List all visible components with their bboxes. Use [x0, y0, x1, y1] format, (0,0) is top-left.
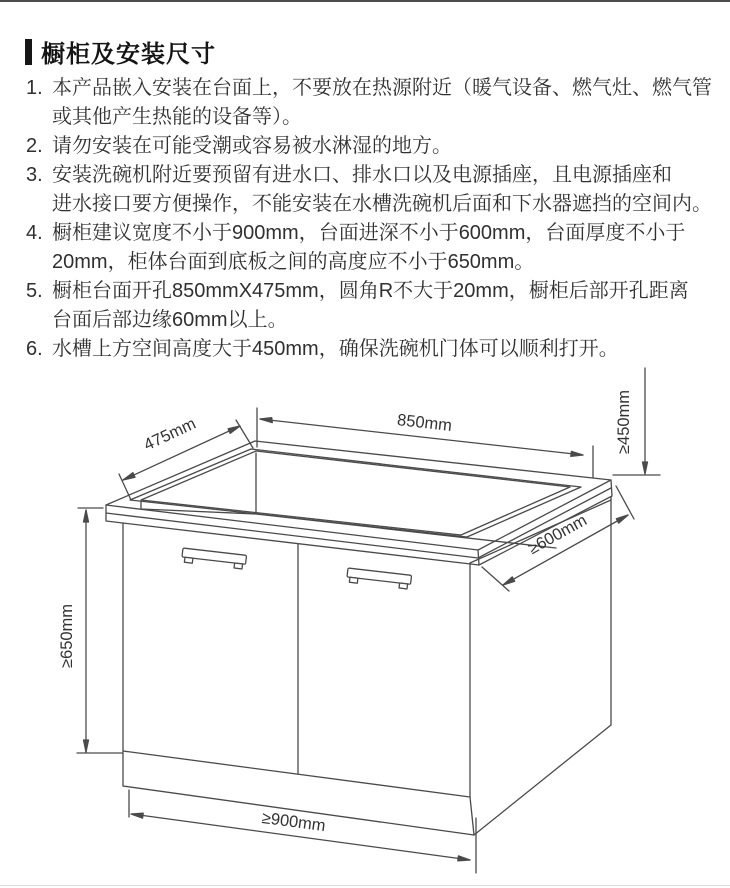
right-door-handle [346, 568, 411, 589]
instruction-list [24, 74, 724, 364]
dim-label-450: ≥450mm [615, 389, 633, 455]
dimension-850mm [257, 408, 593, 478]
list-item [24, 74, 724, 132]
dim-label-600: ≥600mm [525, 511, 590, 559]
dim-label-475: 475mm [141, 414, 199, 455]
dim-label-900: ≥900mm [260, 808, 327, 836]
cabinet-right-edge [470, 563, 474, 835]
dim-label-650: ≥650mm [58, 603, 76, 669]
list-item [24, 132, 724, 161]
list-item [24, 277, 724, 335]
item-text: 本产品嵌入安装在台面上，不要放在热源附近（暖气设备、燃气灶、燃气管 [52, 77, 712, 99]
list-item [24, 161, 724, 219]
dimension-900mm [129, 790, 476, 873]
item-text: 或其他产生热能的设备等）。 [52, 106, 302, 128]
item-text: 20mm，柜体台面到底板之间的高度应不小于650mm。 [52, 251, 535, 273]
section-header [25, 34, 216, 69]
dimension-475mm [119, 415, 253, 500]
dim-label-850: 850mm [396, 411, 453, 435]
page-title: 橱柜及安装尺寸 [41, 41, 216, 68]
door-bottom-edge [123, 751, 470, 797]
dimension-450mm [613, 368, 660, 475]
item-text: 橱柜台面开孔850mmX475mm，圆角R不大于20mm，橱柜后部开孔距离 [52, 280, 689, 302]
item-number: 2. [26, 135, 43, 157]
title-accent-bar [25, 39, 32, 65]
dimension-650mm [58, 508, 122, 753]
item-number: 1. [26, 77, 43, 99]
item-text: 安装洗碗机附近要预留有进水口、排水口以及电源插座，且电源插座和 [52, 164, 672, 186]
item-number: 5. [26, 280, 43, 302]
item-number: 6. [26, 338, 43, 360]
item-number: 4. [26, 222, 43, 244]
side-panel-bottom-edge [474, 725, 611, 835]
cabinet-installation-diagram [0, 358, 730, 888]
item-text: 台面后部边缘60mm以上。 [52, 309, 288, 331]
item-text: 进水接口要方便操作，不能安装在水槽洗碗机后面和下水器遮挡的空间内。 [52, 193, 712, 215]
item-text: 橱柜建议宽度不小于900mm，台面进深不小于600mm，台面厚度不小于 [52, 222, 686, 244]
item-number: 3. [26, 164, 43, 186]
left-door-handle [181, 548, 246, 569]
list-item [24, 219, 724, 277]
sink-opening [130, 449, 581, 548]
item-text: 水槽上方空间高度大于450mm，确保洗碗机门体可以顺利打开。 [52, 338, 619, 360]
item-text: 请勿安装在可能受潮或容易被水淋湿的地方。 [52, 135, 452, 157]
